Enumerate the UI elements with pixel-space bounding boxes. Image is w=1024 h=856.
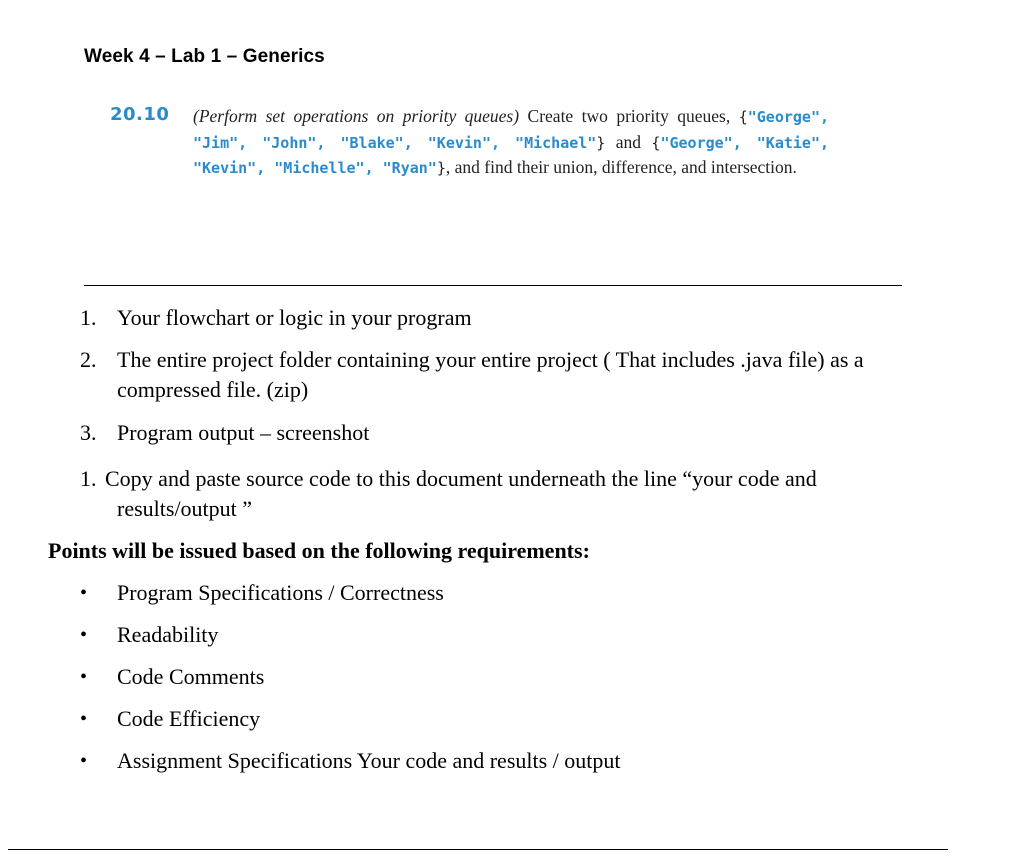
bullet-icon: • [80, 708, 88, 730]
requirement-item [0, 704, 1024, 734]
item-number: 2. [80, 347, 97, 372]
exercise-description: (Perform set operations on priority queues) Create two priority queues, {"George", "Jim", "John", "Blake", "Kevin", "Michael"} and {"George", "Katie", "Kevin", "Michelle", "Ryan"}, and find their union, difference, and intersection. [193, 106, 830, 177]
exercise-intro: Create two priority queues, [527, 106, 731, 126]
item-text: Your flowchart or logic in your program [117, 305, 472, 330]
item-number: 3. [80, 420, 97, 445]
item-text-continued: results/output ” [117, 496, 253, 521]
points-heading: Points will be issued based on the following requirements: [48, 538, 590, 563]
exercise-title: (Perform set operations on priority queues) [193, 106, 520, 126]
item-text: Program output – screenshot [117, 420, 370, 445]
requirement-item [0, 578, 1024, 608]
bullet-icon: • [80, 666, 88, 688]
requirement-text: Code Efficiency [117, 706, 261, 731]
bullet-icon: • [80, 750, 88, 772]
requirement-text: Readability [117, 622, 219, 647]
requirement-text: Program Specifications / Correctness [117, 580, 444, 605]
item-number: 1. [80, 305, 97, 330]
item-text: Copy and paste source code to this document underneath the line “your code and [105, 466, 817, 491]
divider-line [84, 285, 902, 286]
item-text: The entire project folder containing your entire project ( That includes .java file) as a [117, 347, 864, 372]
exercise-ending: , and find their union, difference, and intersection. [445, 157, 797, 177]
requirement-text: Assignment Specifications Your code and results / output [117, 748, 621, 773]
bullet-icon: • [80, 624, 88, 646]
bottom-divider-line [8, 849, 948, 850]
queue-one-values: "George", "Jim", "John", "Blake", "Kevin", "Michael" [193, 108, 830, 152]
requirement-text: Code Comments [117, 664, 265, 689]
requirement-item [0, 746, 1024, 776]
requirement-item [0, 662, 1024, 692]
queue-two-values: "George", "Katie", "Kevin", "Michelle", "Ryan" [193, 133, 830, 177]
bullet-icon: • [80, 582, 88, 604]
item-number: 1. [80, 466, 97, 491]
exercise-number: 20.10 [110, 104, 170, 125]
requirement-item [0, 620, 1024, 650]
page-title: Week 4 – Lab 1 – Generics [84, 46, 325, 67]
exercise-and: and [615, 131, 642, 152]
item-text-continued: compressed file. (zip) [117, 377, 309, 402]
